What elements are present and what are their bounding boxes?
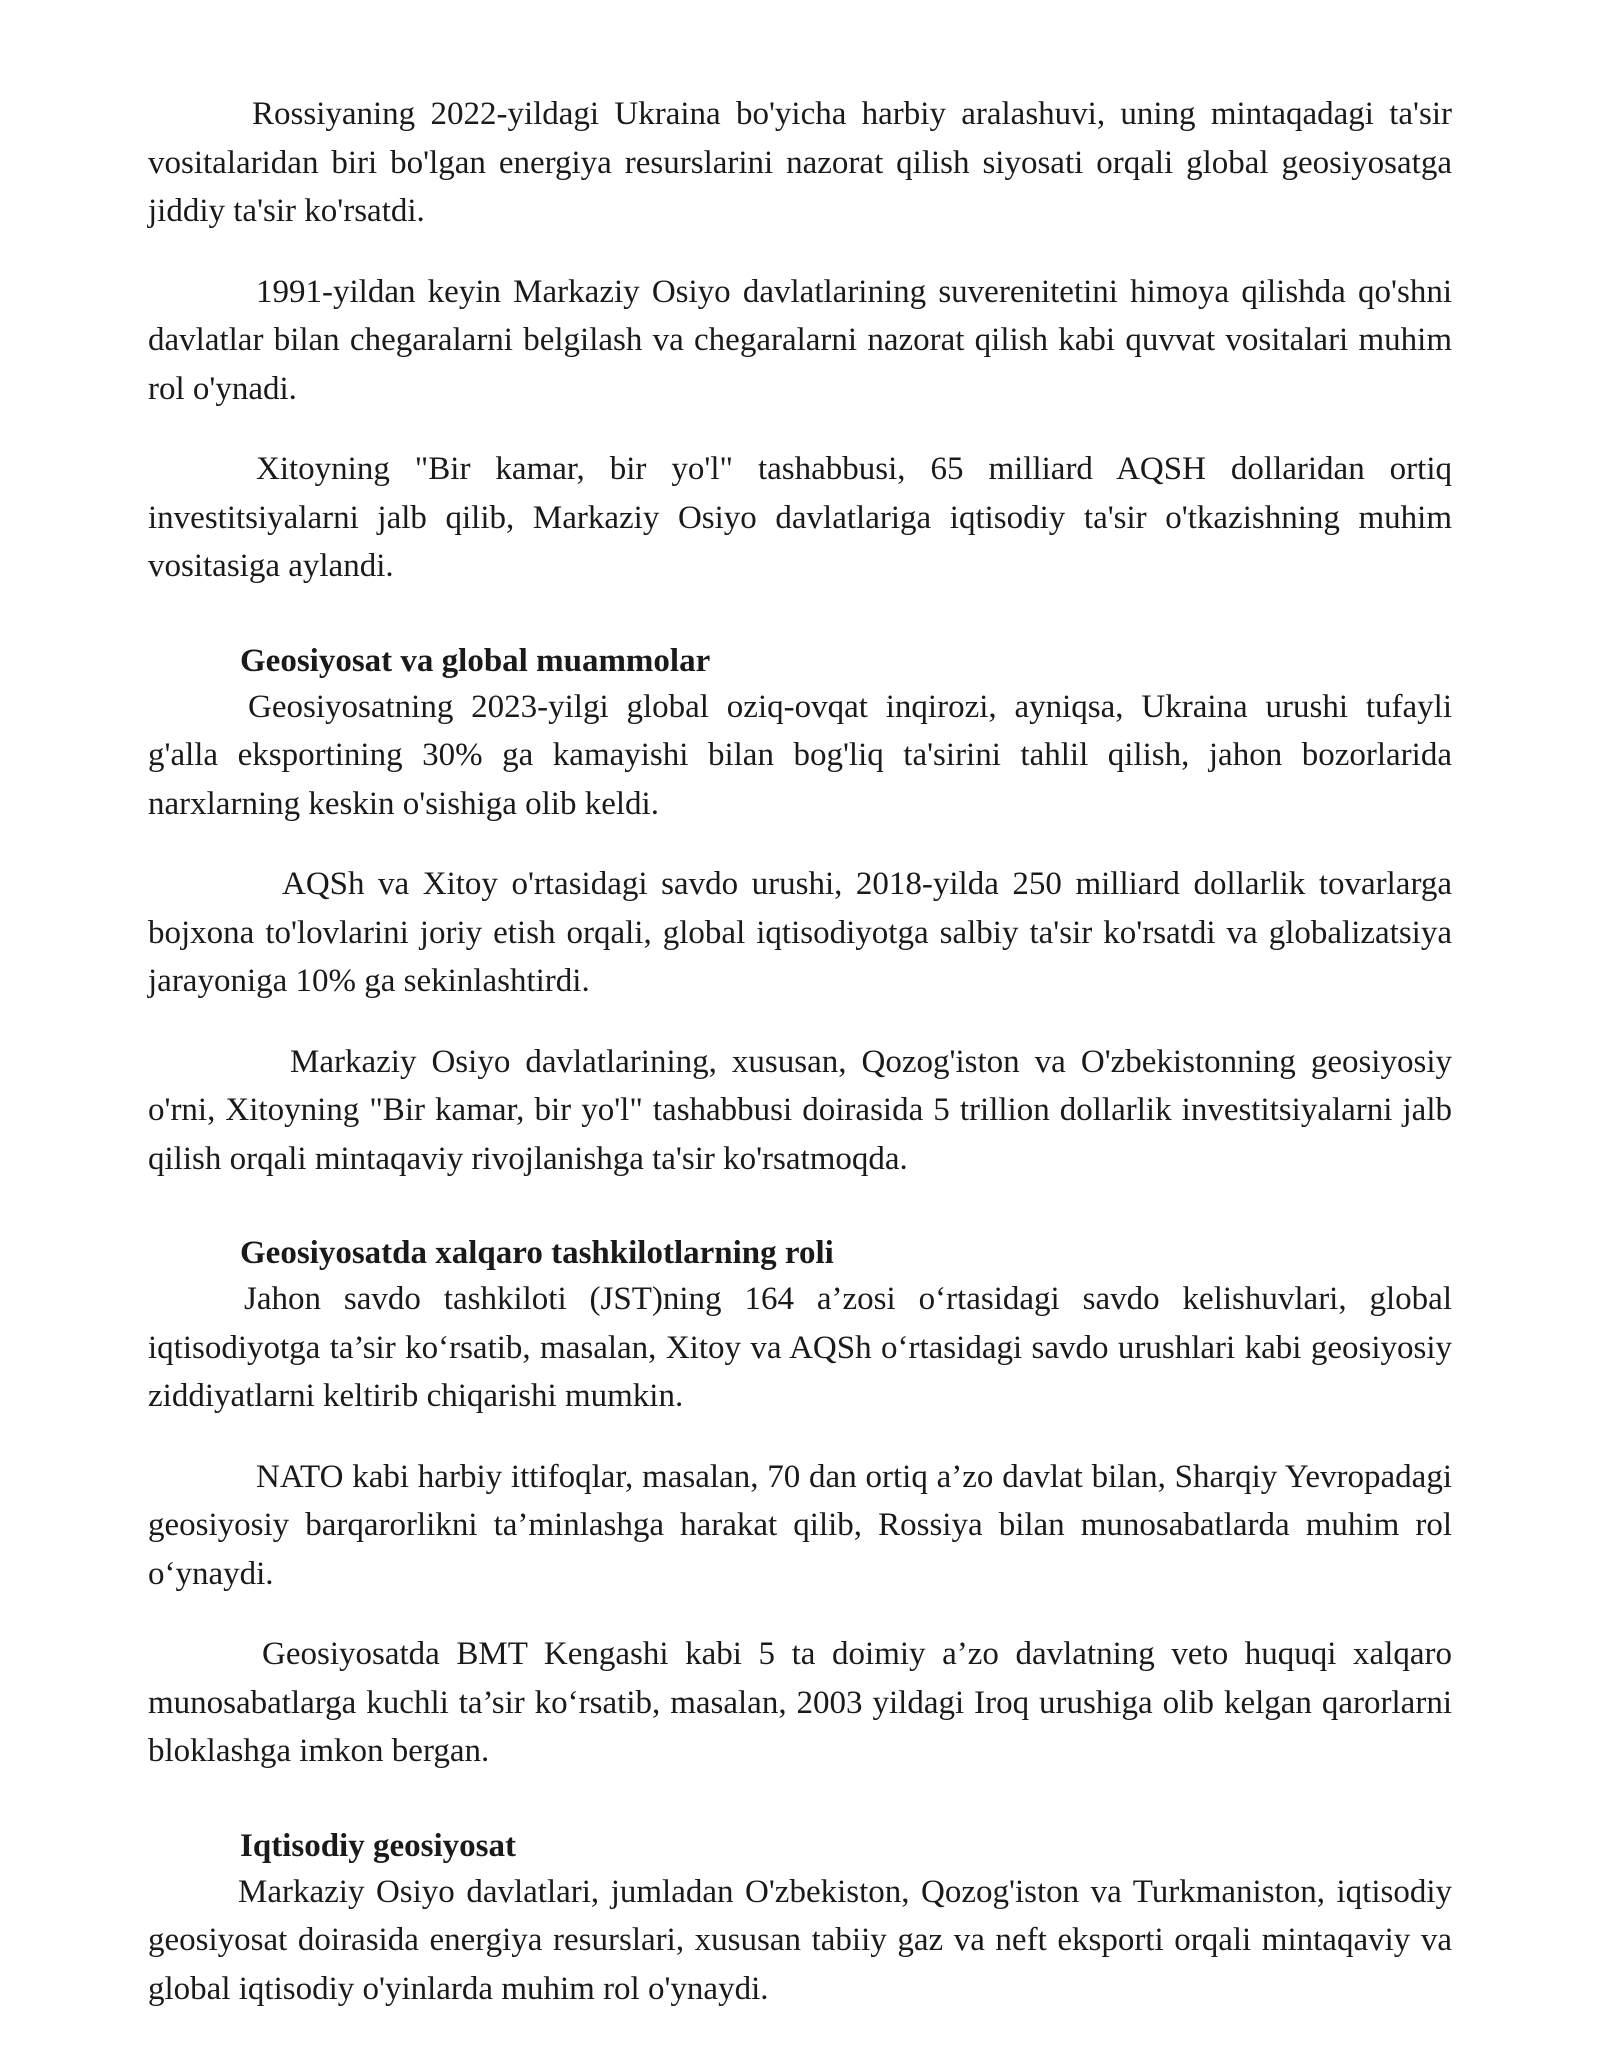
section-paragraph: AQSh va Xitoy o'rtasidagi savdo urushi, 2018-yilda 250 milliard dollarlik tovarlarga bojxona to'lovlarini joriy etish orqali, global iqtisodiyotga salbiy ta'sir ko'rsatdi va globalizatsiya jarayoniga 10% ga sekinlashtirdi. [148,866,1452,999]
section-global-problems [148,639,1452,1184]
section-paragraph: Geosiyosatning 2023-yilgi global oziq-ovqat inqirozi, ayniqsa, Ukraina urushi tufayli g'alla eksportining 30% ga kamayishi bilan bog'liq ta'sirini tahlil qilish, jahon bozorlarida narxlarning keskin o'sishiga olib keldi. [148,688,1452,822]
section-paragraph: Markaziy Osiyo davlatlarining, xususan, Qozog'iston va O'zbekistonning geosiyosiy o'rni, Xitoyning "Bir kamar, bir yo'l" tashabbusi doirasida 5 trillion dollarlik investitsiyalarni jalb qilish orqali mintaqaviy rivojlanishga ta'sir ko'rsatmoqda. [148,1043,1452,1177]
section-paragraph: Geosiyosatda BMT Kengashi kabi 5 ta doimiy a’zo davlatning veto huquqi xalqaro munosabatlarga kuchli ta’sir ko‘rsatib, masalan, 2003 yildagi Iroq urushiga olib kelgan qarorlarni bloklashga imkon bergan. [148,1636,1452,1769]
section-heading: Geosiyosat va global muammolar [240,642,711,679]
intro-paragraph-2: 1991-yildan keyin Markaziy Osiyo davlatlarining suverenitetini himoya qilishda qo'shni davlatlar bilan chegaralarni belgilash va chegaralarni nazorat qilish kabi quvvat vositalari muhim rol o'ynadi. [148,273,1452,407]
intro-paragraph-1: Rossiyaning 2022-yildagi Ukraina bo'yicha harbiy aralashuvi, uning mintaqadagi ta'sir vositalaridan biri bo'lgan energiya resurslarini nazorat qilish siyosati orqali global geosiyosatga jiddiy ta'sir ko'rsatdi. [148,96,1452,229]
section-heading: Iqtisodiy geosiyosat [240,1827,516,1864]
document-page [148,90,1452,2013]
section-paragraph: Markaziy Osiyo davlatlari, jumladan O'zbekiston, Qozog'iston va Turkmaniston, iqtisodiy geosiyosat doirasida energiya resurslari, xususan tabiiy gaz va neft eksporti orqali mintaqaviy va global iqtisodiy o'yinlarda muhim rol o'ynaydi. [148,1873,1452,2007]
section-heading: Geosiyosatda xalqaro tashkilotlarning roli [240,1235,834,1271]
intro-paragraph-3: Xitoyning "Bir kamar, bir yo'l" tashabbusi, 65 milliard AQSH dollaridan ortiq investitsiyalarni jalb qilib, Markaziy Osiyo davlatlariga iqtisodiy ta'sir o'tkazishning muhim vositasiga aylandi. [148,451,1452,584]
section-international-organizations [148,1231,1452,1776]
section-paragraph: NATO kabi harbiy ittifoqlar, masalan, 70 dan ortiq a’zo davlat bilan, Sharqiy Yevropadagi geosiyosiy barqarorlikni ta’minlashga harakat qilib, Rossiya bilan munosabatlarda muhim rol o‘ynaydi. [148,1458,1452,1592]
section-economic-geopolitics [148,1824,1452,2014]
section-paragraph: Jahon savdo tashkiloti (JST)ning 164 a’zosi o‘rtasidagi savdo kelishuvlari, global iqtisodiyotga ta’sir ko‘rsatib, masalan, Xitoy va AQSh o‘rtasidagi savdo urushlari kabi geosiyosiy ziddiyatlarni keltirib chiqarishi mumkin. [148,1281,1452,1414]
